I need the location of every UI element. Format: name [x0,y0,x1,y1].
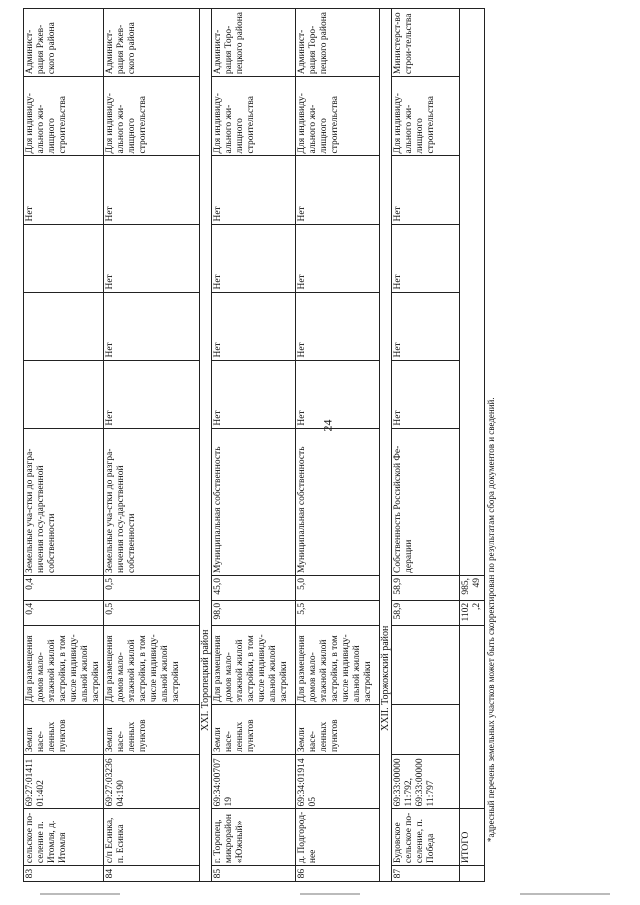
cell-ownership: Земельные уча-стки до разгра-ничения госу-дарственной собственности [104,428,200,575]
cell-a1: 5,5 [296,600,380,625]
cell-settlement: Будовское сельское по-селение, п. Победа [392,809,460,866]
cell-c2 [24,292,104,360]
cell-purpose: Для индивиду-ального жи-лищного строительства [392,77,460,156]
cell-c2: Нет [296,292,380,360]
cell-c3: Нет [104,224,200,292]
cell-admin: Министерст-во строи-тельства [392,9,460,77]
cell-num: 86 [296,866,380,882]
cell-use [392,625,460,704]
cell-c4: Нет [296,156,380,224]
district-heading-row [200,9,212,882]
cell-use: Для размещения домов мало-этажной жилой застройки, в том числе индивиду-альной жилой застройки [296,625,380,704]
cell-settlement: сельское по-селение п. Итомля, д. Итомля [24,809,104,866]
page-number: 24 [320,419,335,432]
cell-purpose: Для индивиду-ального жи-лищного строительства [24,77,104,156]
cell-ownership: Земельные уча-стки до разгра-ничения госу-дарственной собственности [24,428,104,575]
scan-artifact [40,893,120,895]
total-empty-cell [460,866,485,882]
register-table-wrap [23,8,482,882]
cell-a2: 0,5 [104,575,200,600]
table-row [392,9,460,882]
cell-ownership: Муниципальная собственность [296,428,380,575]
total-value2: 985,49 [460,575,485,600]
cell-admin: Админист-рация Ржев-ского района [24,9,104,77]
district-heading-row [380,9,392,882]
cell-c3: Нет [392,224,460,292]
cell-ownership: Муниципальная собственность [212,428,296,575]
cell-a2: 45,0 [212,575,296,600]
total-label: ИТОГО [460,809,485,866]
cell-admin: Админист-рация Торо-пецкого района [296,9,380,77]
table-row [296,9,380,882]
cell-c2: Нет [104,292,200,360]
cell-admin: Админист-рация Торо-пецкого района [212,9,296,77]
cell-category: Земли насе-ленных пунктов [104,705,200,755]
cell-category [392,705,460,755]
cell-a1: 98,0 [212,600,296,625]
cell-num: 84 [104,866,200,882]
scan-artifact [300,893,360,895]
cell-use: Для размещения домов мало-этажной жилой застройки, в том числе индивиду-альной жилой застройки [104,625,200,704]
cell-settlement: г. Торопец, микрорайон «Южный» [212,809,296,866]
table-row [212,9,296,882]
total-row [460,9,485,882]
cell-use: Для размещения домов мало-этажной жилой застройки, в том числе индивиду-альной жилой застройки [24,625,104,704]
cell-c1 [24,360,104,428]
cell-c2: Нет [212,292,296,360]
table-row [24,9,104,882]
cell-num: 85 [212,866,296,882]
cell-cadastral: 69:34:0070719 [212,755,296,809]
cell-purpose: Для индивиду-ального жи-лищного строительства [296,77,380,156]
cell-c4: Нет [392,156,460,224]
cell-a1: 0,5 [104,600,200,625]
cell-a2: 0,4 [24,575,104,600]
cell-c1: Нет [392,360,460,428]
cell-c1: Нет [104,360,200,428]
cell-cadastral: 69:33:0000011:792, 69:33:0000011:797 [392,755,460,809]
district-heading: XXI. Торопецкий район [200,9,212,882]
total-empty-cell [460,625,485,809]
table-row [104,9,200,882]
cell-purpose: Для индивиду-ального жи-лищного строительства [104,77,200,156]
cell-admin: Админист-рация Ржев-ского района [104,9,200,77]
cell-c3 [24,224,104,292]
cell-cadastral: 69:27:0323604:190 [104,755,200,809]
cell-c3: Нет [212,224,296,292]
cell-category: Земли насе-ленных пунктов [296,705,380,755]
cell-settlement: с/п Есинка, п. Есинка [104,809,200,866]
cell-a2: 5,0 [296,575,380,600]
total-value: 1102,2 [460,600,485,625]
scan-artifact [520,893,610,895]
cell-category: Земли насе-ленных пунктов [212,705,296,755]
cell-a2: 58,9 [392,575,460,600]
cell-category: Земли насе-ленных пунктов [24,705,104,755]
district-heading: XXII. Торжокский район [380,9,392,882]
cell-c4: Нет [24,156,104,224]
cell-c2: Нет [392,292,460,360]
cell-ownership: Собственность Российской Фе-дерации [392,428,460,575]
footnote: *адресный перечень земельных участков может быть скорректирован по результатам сбора документов и сведений. [486,397,496,842]
cell-settlement: д. Подгород-нее [296,809,380,866]
cell-cadastral: 69:34:0191405 [296,755,380,809]
cell-c1: Нет [212,360,296,428]
cell-c1: Нет [296,360,380,428]
cell-c4: Нет [104,156,200,224]
total-empty-cell [460,9,485,576]
cell-c4: Нет [212,156,296,224]
cell-a1: 58,9 [392,600,460,625]
cell-cadastral: 69:27:0141101:402 [24,755,104,809]
cell-c3: Нет [296,224,380,292]
cell-num: 83 [24,866,104,882]
cell-a1: 0,4 [24,600,104,625]
land-plots-register-table [23,8,485,882]
cell-use: Для размещения домов мало-этажной жилой застройки, в том числе индивиду-альной жилой застройки [212,625,296,704]
cell-purpose: Для индивиду-ального жи-лищного строительства [212,77,296,156]
cell-num: 87 [392,866,460,882]
